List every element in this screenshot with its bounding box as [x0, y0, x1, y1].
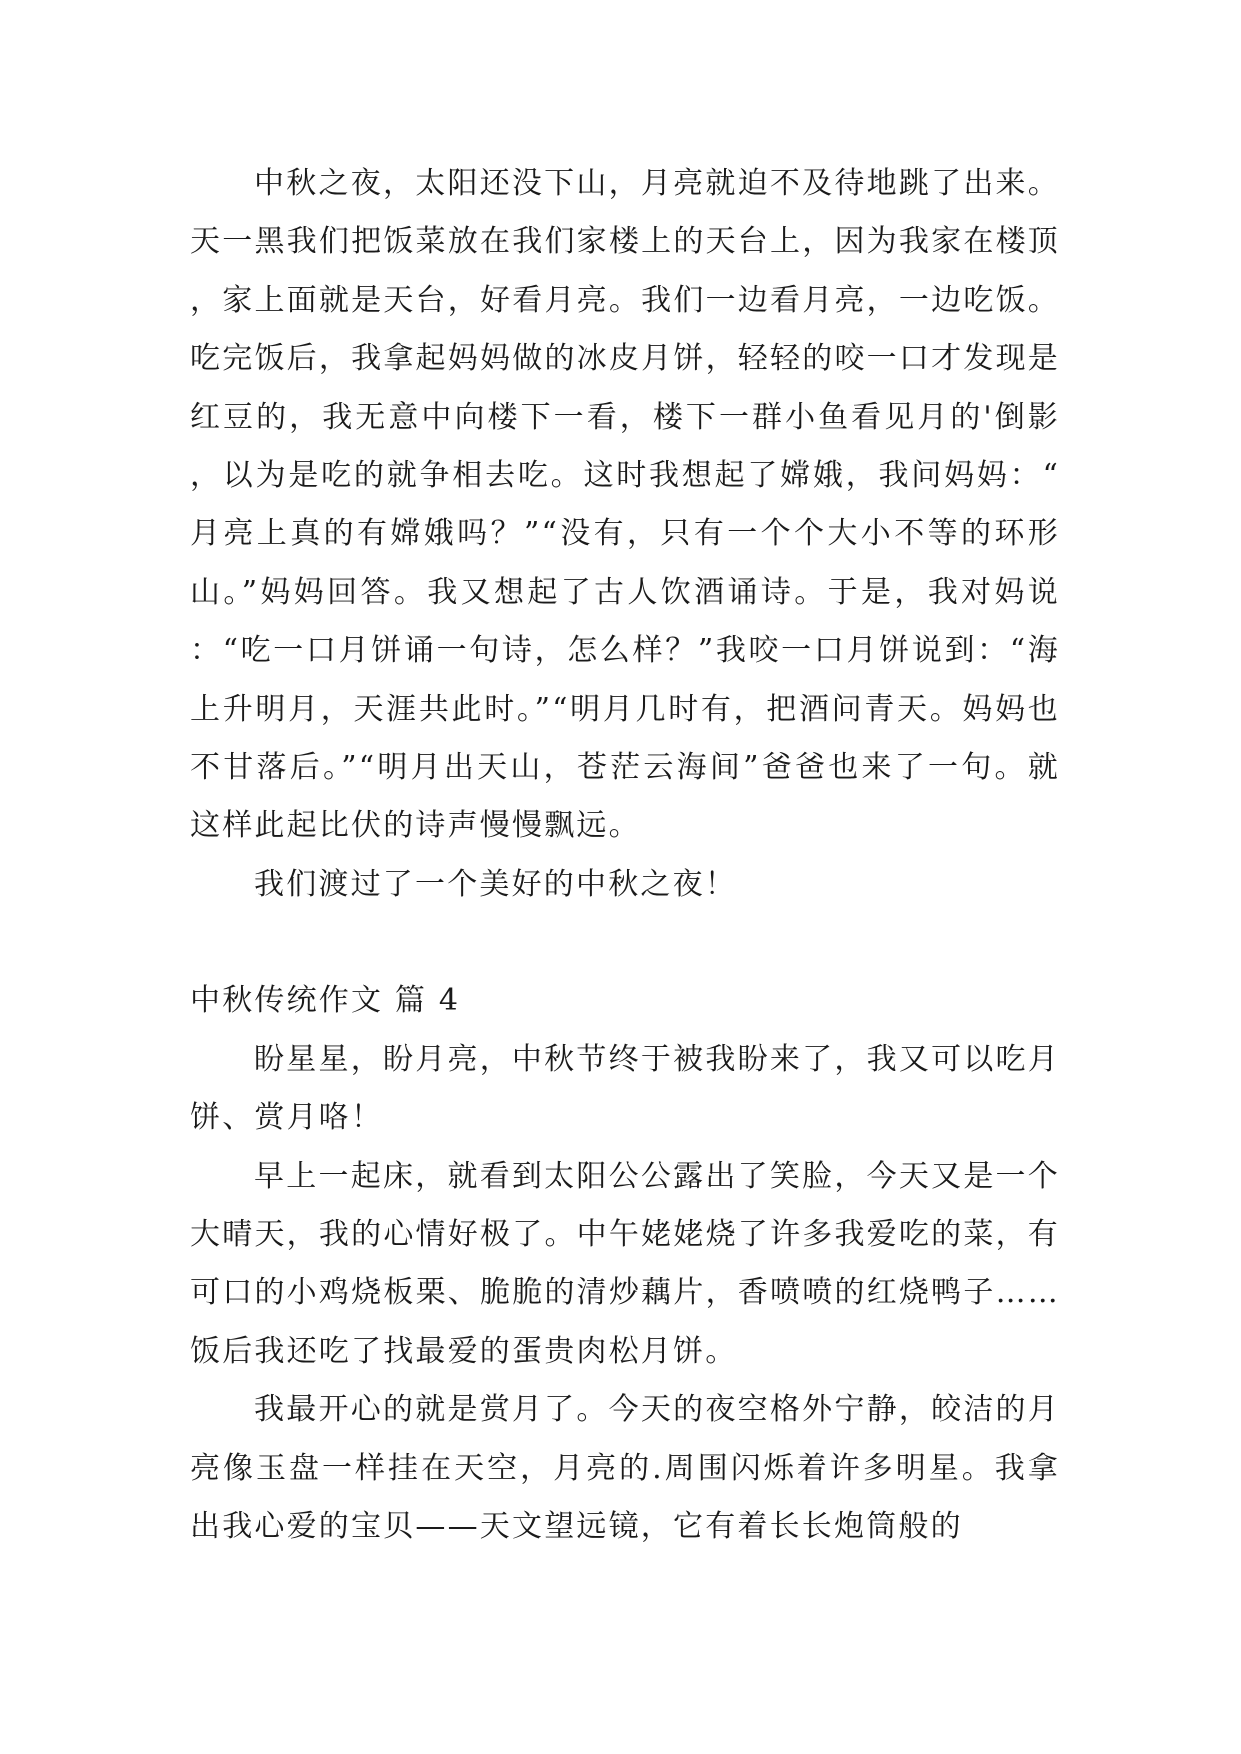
- section-heading-4: 中秋传统作文 篇 4: [190, 983, 461, 1019]
- document-page: [190, 155, 1060, 1556]
- paragraph-mid-autumn-night: 中秋之夜，太阳还没下山，月亮就迫不及待地跳了出来。天一黑我们把饭菜放在我们家楼上的天台上，因为我家在楼顶，家上面就是天台，好看月亮。我们一边看月亮，一边吃饭。吃完饭后，我拿起妈妈做的冰皮月饼，轻轻的咬一口才发现是红豆的，我无意中向楼下一看，楼下一群小鱼看见月的'倒影，以为是吃的就争相去吃。这时我想起了嫦娥，我问妈妈：“月亮上真的有嫦娥吗？”“没有，只有一个个大小不等的环形山。”妈妈回答。我又想起了古人饮酒诵诗。于是，我对妈说：“吃一口月饼诵一句诗，怎么样？”我咬一口月饼说到：“海上升明月，天涯共此时。”“明月几时有，把酒问青天。妈妈也不甘落后。”“明月出天山，苍茫云海间”爸爸也来了一句。就这样此起比伏的诗声慢慢飘远。: [190, 166, 1060, 844]
- paragraph-moon-viewing: 我最开心的就是赏月了。今天的夜空格外宁静，皎洁的月亮像玉盘一样挂在天空，月亮的.周围闪烁着许多明星。我拿出我心爱的宝贝——天文望远镜，它有着长长炮筒般的: [190, 1392, 1060, 1544]
- paragraph-closing-line: 我们渡过了一个美好的中秋之夜！: [254, 866, 737, 902]
- paragraph-morning-and-lunch: 早上一起床，就看到太阳公公露出了笑脸，今天又是一个大晴天，我的心情好极了。中午姥姥烧了许多我爱吃的菜，有可口的小鸡烧板栗、脆脆的清炒藕片，香喷喷的红烧鸭子……饭后我还吃了找最爱的蛋贵肉松月饼。: [190, 1158, 1060, 1369]
- paragraph-waiting-for-festival: 盼星星，盼月亮，中秋节终于被我盼来了，我又可以吃月饼、赏月咯！: [190, 1041, 1060, 1136]
